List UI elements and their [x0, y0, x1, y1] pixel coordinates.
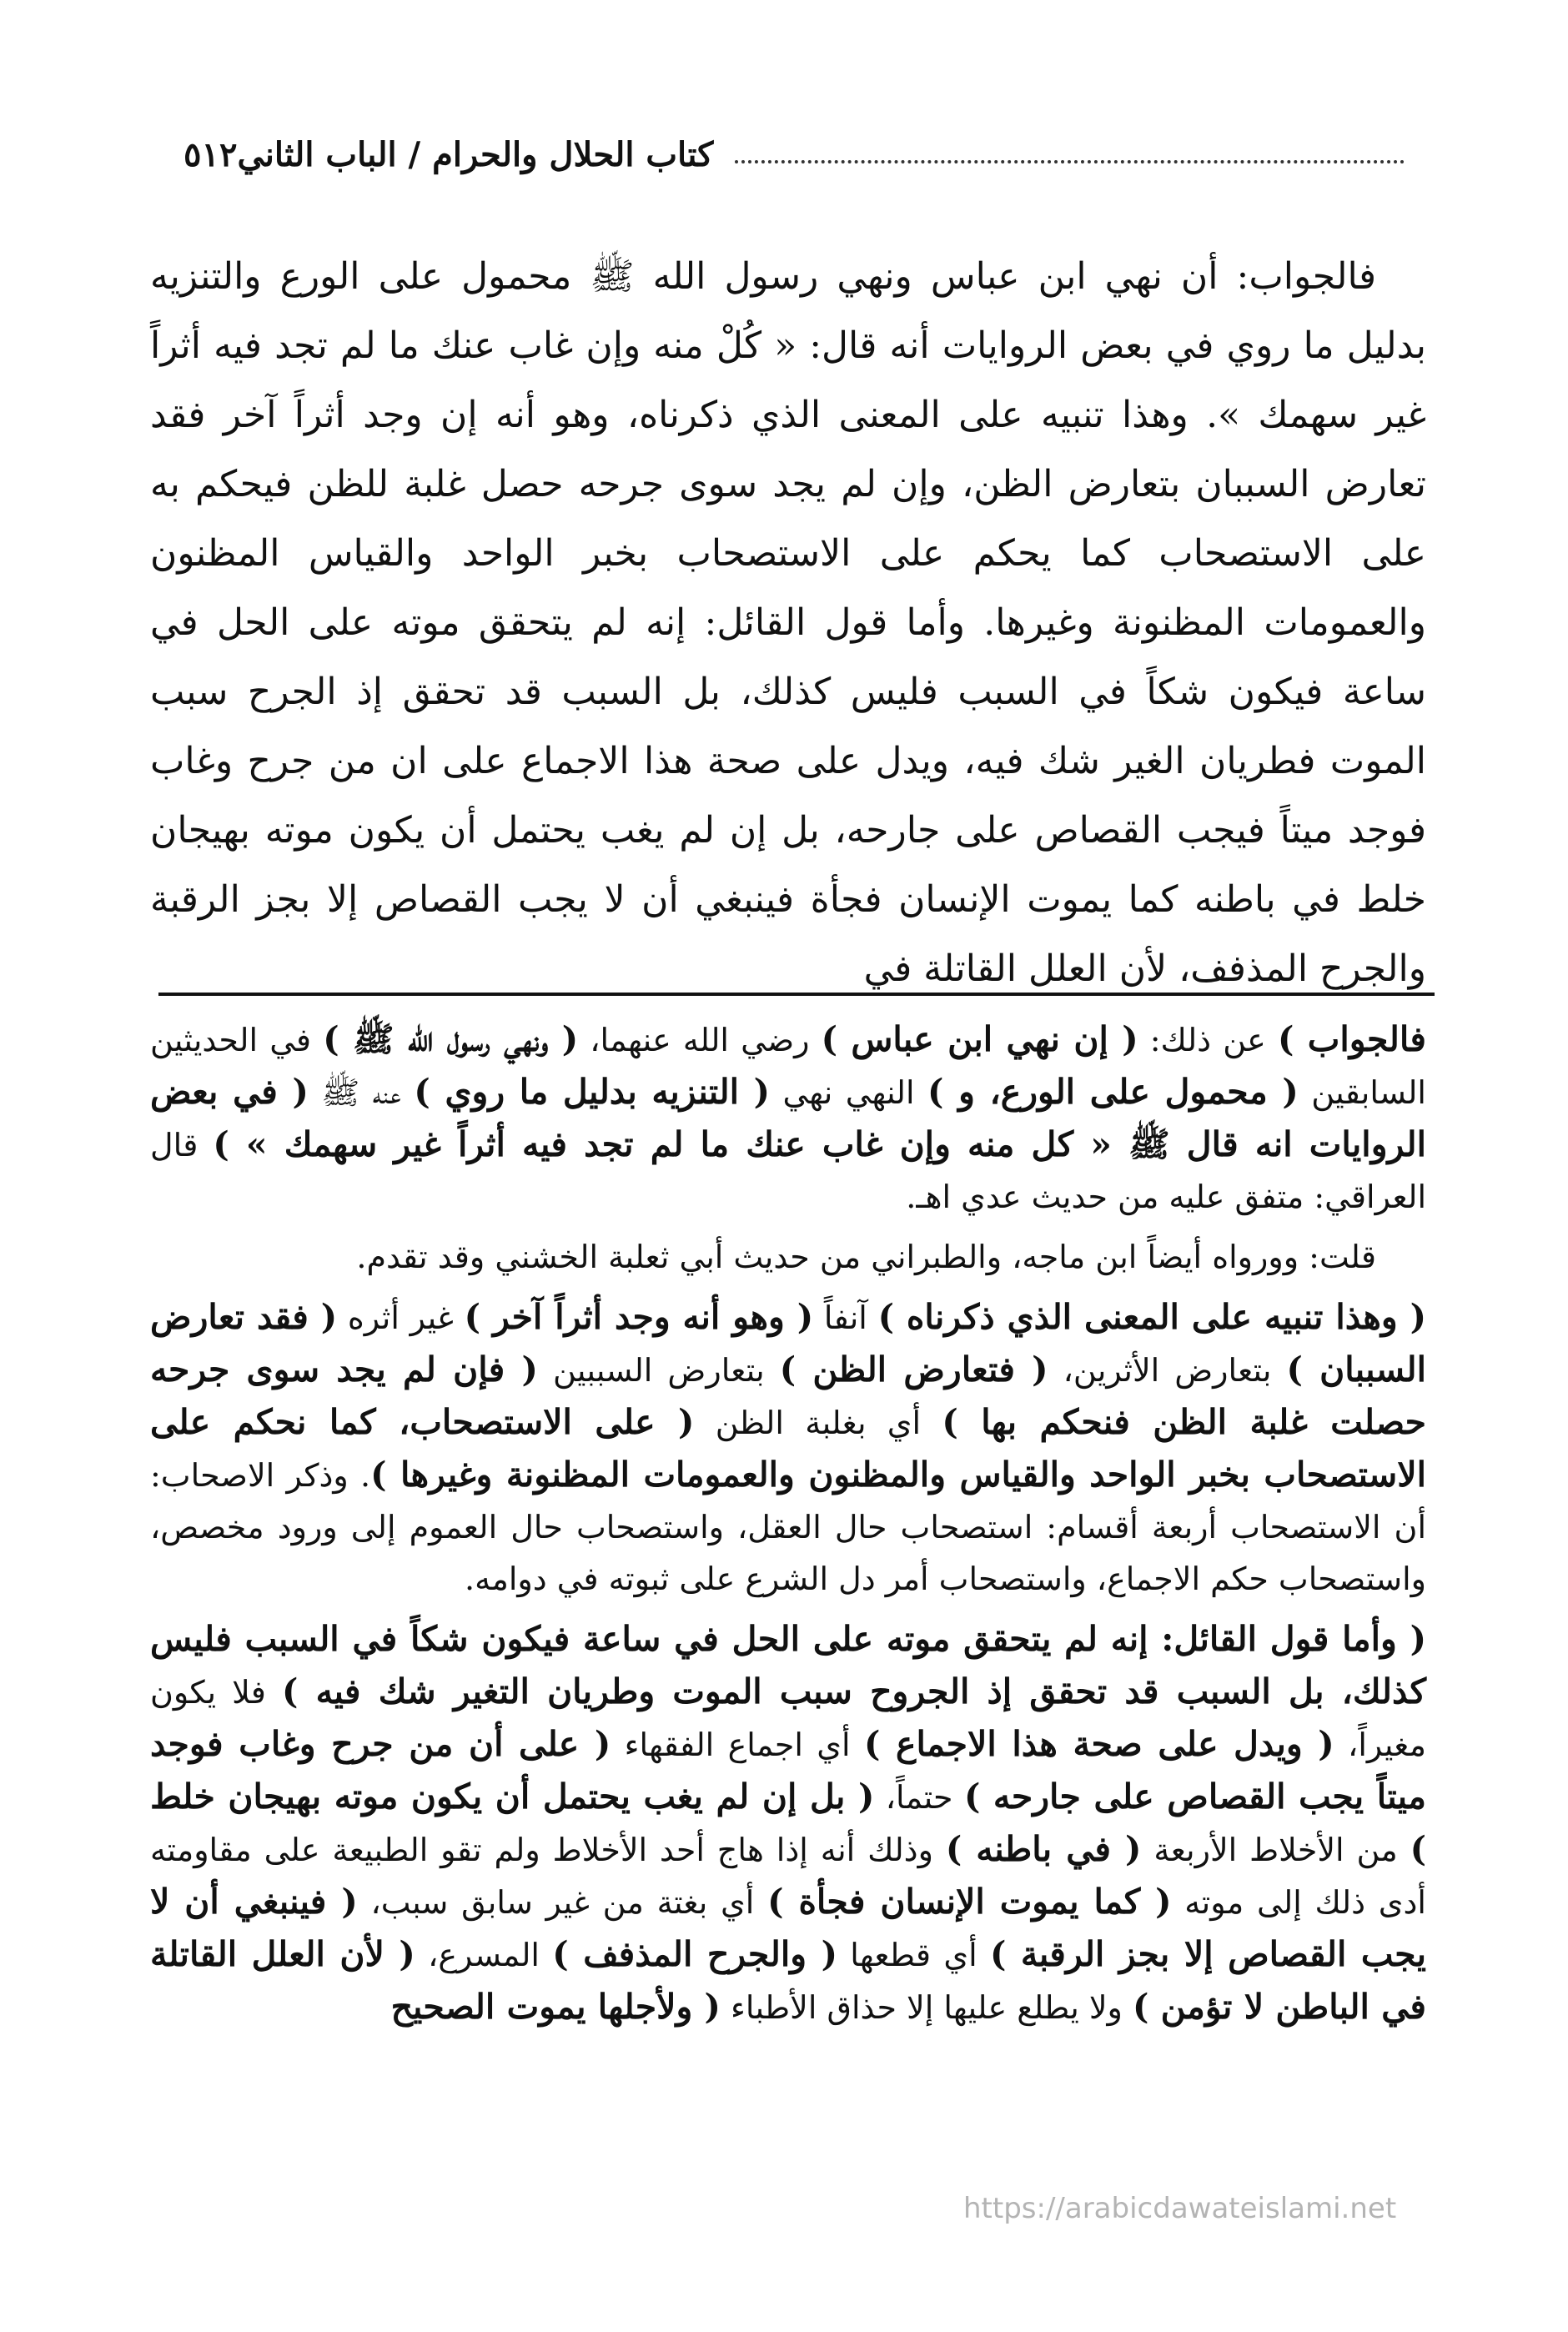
main-paragraph: فالجواب: أن نهي ابن عباس ونهي رسول الله ﷺ محمول على الورع والتنزيه بدليل ما روي في بعض الروايات أنه قال: « كُلْ منه وإن غاب عنك ما لم تجد فيه أثراً غير سهمك ». وهذا تنبيه على المعنى الذي ذكرناه، وهو أنه إن وجد أثراً آخر فقد تعارض السببان بتعارض الظن، وإن لم يجد سوى جرحه حصل غلبة للظن فيحكم به على الاستصحاب كما يحكم على الاستصحاب بخبر الواحد والقياس المظنون والعمومات المظنونة وغيرها. وأما قول القائل: إنه لم يتحقق موته على الحل في ساعة فيكون شكاً في السبب فليس كذلك، بل السبب قد تحقق إذ الجرح سبب الموت فطريان الغير شك فيه، ويدل على صحة هذا الاجماع على ان من جرح وغاب فوجد ميتاً فيجب القصاص على جارحه، بل إن لم يغب يحتمل أن يكون موته بهيجان خلط في باطنه كما يموت الإنسان فجأة فينبغي أن لا يجب القصاص إلا بجز الرقبة والجرح المذفف، لأن العلل القاتلة في: [150, 255, 1426, 990]
bold-quote: ( فقد تعارض السببان ): [150, 1297, 1426, 1390]
bold-quote: ( ويدل على صحة هذا الاجماع ): [863, 1724, 1334, 1764]
page-number: ٥١٢: [183, 134, 238, 174]
bold-quote: ( في باطنه ): [945, 1829, 1142, 1869]
commentary-paragraph-3: [150, 1613, 1426, 2033]
watermark-url: https://arabicdawateislami.net: [963, 2192, 1397, 2225]
commentary-text: حتماً،: [874, 1779, 964, 1816]
commentary: [150, 1013, 1426, 2042]
bold-quote: ( فينبغي أن لا يجب القصاص إلا بجز الرقبة ): [150, 1882, 1426, 1974]
commentary-text: وذلك أنه إذا هاج أحد الأخلاط ولم تقو الطبيعة على مقاومته أدى ذلك إلى موته: [150, 1832, 1426, 1921]
commentary-text: عن ذلك:: [1138, 1022, 1279, 1058]
commentary-text: من الأخلاط الأربعة: [1141, 1832, 1410, 1868]
commentary-text: في الحديثين السابقين: [150, 1022, 1426, 1111]
footnote-divider: [158, 993, 1435, 996]
bold-quote: ( ونهي رسول الله ﷺ ): [323, 1019, 579, 1059]
bold-quote: ( لأن العلل القاتلة في الباطن لا تؤمن ): [150, 1934, 1426, 2027]
bold-quote: ( على الاستصحاب، كما نحكم على الاستصحاب بخبر الواحد والقياس والمظنون والعمومات المظنونة وغيرها ): [150, 1402, 1426, 1495]
bold-quote: ( وهذا تنبيه على المعنى الذي ذكرناه ): [877, 1297, 1427, 1337]
commentary-text: المسرع،: [415, 1937, 553, 1973]
bold-quote: ( في بعض الروايات انه قال ﷺ « كل منه وإن غاب عنك ما لم تجد فيه أثراً غير سهمك » ): [150, 1072, 1426, 1164]
commentary-text: آنفاً: [813, 1299, 878, 1336]
bold-quote: ( إن نهي ابن عباس ): [821, 1019, 1138, 1059]
bold-quote: ( فتعارض الظن ): [779, 1349, 1048, 1390]
commentary-note: قلت: وورواه أيضاً ابن ماجه، والطبراني من حديث أبي ثعلبة الخشني وقد تقدم.: [356, 1239, 1376, 1275]
bold-quote: ( فإن لم يجد سوى جرحه حصلت غلبة الظن فنحكم بها ): [150, 1349, 1426, 1442]
commentary-text: بتعارض الأثرين،: [1048, 1352, 1287, 1389]
commentary-text: قال العراقي: متفق عليه من حديث عدي اهـ.: [150, 1127, 1426, 1215]
commentary-text: النهي نهي: [770, 1074, 928, 1111]
main-text: [150, 242, 1426, 1003]
commentary-text: أي اجماع الفقهاء: [611, 1726, 864, 1763]
commentary-text: عنه ﷺ: [308, 1074, 415, 1111]
bold-quote: ( محمول على الورع، و ): [927, 1072, 1299, 1112]
commentary-text: . وذكر الاصحاب: أن الاستصحاب أربعة أقسام: استصحاب حال العقل، واستصحاب حال العموم إلى ورود مخصص، واستصحاب حكم الاجماع، واستصحاب أمر دل الشرع على ثبوته في دوامه.: [150, 1457, 1426, 1597]
running-header: [150, 125, 1426, 183]
bold-quote: ( التنزيه بدليل ما روي ): [414, 1072, 771, 1112]
commentary-text: بتعارض السببين: [537, 1352, 780, 1389]
commentary-paragraph-2: [150, 1291, 1426, 1605]
header-dotted-leader: [735, 145, 1405, 163]
commentary-text: أي بغلبة الظن: [694, 1405, 942, 1441]
bold-quote: ( والجرح المذفف ): [552, 1934, 837, 1974]
commentary-text: أي قطعها: [837, 1937, 990, 1973]
bold-quote: ( كما يموت الإنسان فجأة ): [767, 1882, 1172, 1922]
commentary-paragraph-1: [150, 1013, 1426, 1223]
commentary-text: أي بغتة من غير سابق سبب،: [357, 1884, 768, 1921]
commentary-text: رضي الله عنهما،: [578, 1022, 822, 1058]
bold-quote: فالجواب ): [1278, 1019, 1426, 1059]
chapter-title: كتاب الحلال والحرام / الباب الثاني: [237, 134, 714, 174]
commentary-text: فلا يكون مغيراً،: [150, 1674, 1426, 1763]
bold-quote: ( ولأجلها يموت الصحيح: [390, 1987, 721, 2027]
bold-quote: ( وأما قول القائل: إنه لم يتحقق موته على الحل في ساعة فيكون شكاً في السبب فليس كذلك، بل السبب قد تحقق إذ الجروح سبب الموت وطريان التغير شك فيه ): [150, 1619, 1426, 1711]
commentary-text: غير أثره: [337, 1299, 465, 1336]
commentary-text: ولا يطلع عليها إلا حذاق الأطباء: [720, 1989, 1133, 2026]
bold-quote: ( بل إن لم يغب يحتمل أن يكون موته بهيجان خلط ): [150, 1777, 1426, 1869]
bold-quote: ( على أن من جرح وغاب فوجد ميتاً يجب القصاص على جارحه ): [150, 1724, 1426, 1817]
bold-quote: ( وهو أنه وجد أثراً آخر ): [464, 1297, 814, 1337]
